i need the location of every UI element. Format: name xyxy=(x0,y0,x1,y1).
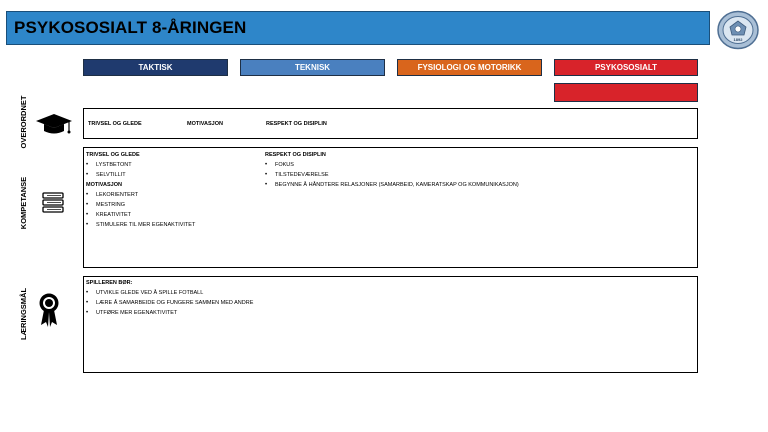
kompetanse-list-trivsel xyxy=(86,160,195,180)
section-label-kompetanse: KOMPETANSE xyxy=(19,176,28,230)
laeringsmal-panel xyxy=(83,276,698,373)
list-item: • LÆRE Å SAMARBEIDE OG FUNGERE SAMMEN MED ANDRE xyxy=(86,298,253,308)
kompetanse-heading-respekt: RESPEKT OG DISIPLIN xyxy=(265,152,326,158)
list-item: • MESTRING xyxy=(86,200,195,210)
graduation-cap-icon xyxy=(34,111,74,137)
kompetanse-panel xyxy=(83,147,698,268)
overordnet-item-respekt: RESPEKT OG DISIPLIN xyxy=(266,121,327,127)
overordnet-panel xyxy=(83,108,698,139)
kompetanse-heading-motivasjon: MOTIVASJON xyxy=(86,182,122,188)
list-item: • KREATIVITET xyxy=(86,210,195,220)
section-label-laeringsmal: LÆRINGSMÅL xyxy=(19,287,28,341)
section-label-overordnet: OVERORDNET xyxy=(19,95,28,149)
tab-teknisk[interactable]: TEKNISK xyxy=(240,59,385,76)
kompetanse-list-motivasjon xyxy=(86,190,195,230)
award-ribbon-icon xyxy=(38,292,60,328)
overordnet-item-motivasjon: MOTIVASJON xyxy=(187,121,223,127)
list-item: • TILSTEDEVÆRELSE xyxy=(265,170,519,180)
title-bar xyxy=(6,11,710,45)
list-item: • LEKORIENTERT xyxy=(86,190,195,200)
kompetanse-col-1 xyxy=(86,150,195,230)
list-item: • UTVIKLE GLEDE VED Å SPILLE FOTBALL xyxy=(86,288,253,298)
kompetanse-list-respekt xyxy=(265,160,519,190)
kompetanse-heading-trivsel: TRIVSEL OG GLEDE xyxy=(86,152,140,158)
logo-year: 1892 xyxy=(733,37,743,42)
list-item: • UTFØRE MER EGENAKTIVITET xyxy=(86,308,253,318)
overordnet-item-trivsel: TRIVSEL OG GLEDE xyxy=(88,121,142,127)
laeringsmal-content xyxy=(86,278,253,318)
laeringsmal-list xyxy=(86,288,253,318)
laeringsmal-heading: SPILLEREN BØR: xyxy=(86,280,133,286)
tab-psykososialt[interactable]: PSYKOSOSIALT xyxy=(554,59,698,76)
tab-taktisk[interactable]: TAKTISK xyxy=(83,59,228,76)
list-item: • FOKUS xyxy=(265,160,519,170)
list-item: • STIMULERE TIL MER EGENAKTIVITET xyxy=(86,220,195,230)
tab-fysiologi-og-motorikk[interactable]: FYSIOLOGI OG MOTORIKK xyxy=(397,59,542,76)
list-item: • BEGYNNE Å HÅNDTERE RELASJONER (SAMARBEID, KAMERATSKAP OG KOMMUNIKASJON) xyxy=(265,180,519,190)
club-badge-icon xyxy=(716,10,760,50)
page-title: PSYKOSOSIALT 8-ÅRINGEN xyxy=(14,18,247,37)
books-icon xyxy=(40,190,66,216)
list-item: • SELVTILLIT xyxy=(86,170,195,180)
kompetanse-col-2 xyxy=(265,150,519,190)
list-item: • LYSTBETONT xyxy=(86,160,195,170)
active-tab-indicator xyxy=(554,83,698,102)
